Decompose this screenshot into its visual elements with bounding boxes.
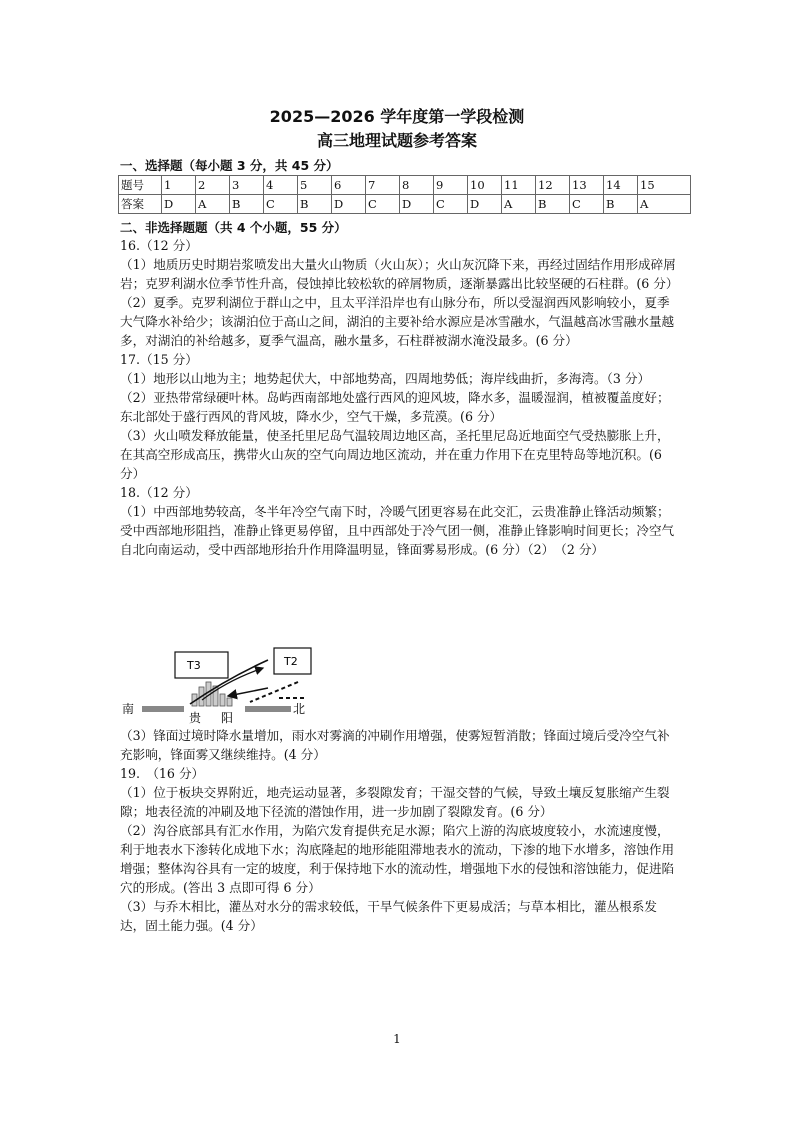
q18-answer-3: （3）锋面过境时降水量增加，雨水对雾滴的冲刷作用增强，使雾短暂消散；锋面过境后受冷空气补充影响，锋面雾又继续维持。(4 分） xyxy=(120,728,670,762)
table-cell: B xyxy=(536,195,570,214)
row-label: 答案 xyxy=(119,195,162,214)
table-cell: D xyxy=(400,195,434,214)
table-cell: 2 xyxy=(196,176,230,195)
table-cell: 13 xyxy=(570,176,604,195)
t2-label: T2 xyxy=(284,655,298,668)
q19-answer-1: （1）位于板块交界附近，地壳运动显著，多裂隙发育；干湿交替的气候，导致土壤反复胀缩产生裂隙；地表径流的冲刷及地下径流的潜蚀作用，进一步加剧了裂隙发育。(6 分） xyxy=(120,785,670,819)
table-cell: C xyxy=(366,195,400,214)
mountain-bar xyxy=(220,694,225,706)
q18-answer-1: （1）中西部地势较高，冬半年冷空气南下时，冷暖气团更容易在此交汇，云贵准静止锋活动频繁；受中西部地形阻挡，准静止锋更易停留，且中西部处于冷气团一侧，准静止锋影响时间更长；冷空气自北向南运动，受中西部地形抬升作用降温明显，锋面雾易形成。(6 分）（2） （2 分） xyxy=(120,504,675,557)
q18-heading: 18.（12 分） xyxy=(120,485,198,500)
table-cell: A xyxy=(638,195,691,214)
table-cell: C xyxy=(264,195,298,214)
ground-bar-north xyxy=(245,706,291,712)
cold-air-arrow xyxy=(228,688,268,696)
table-cell: 3 xyxy=(230,176,264,195)
answer-table xyxy=(118,175,691,214)
answer-row xyxy=(119,195,691,214)
south-label: 南 xyxy=(122,702,135,716)
q16-answer-1: （1）地质历史时期岩浆喷发出大量火山物质（火山灰）；火山灰沉降下来，再经过固结作用形成碎屑岩；克罗利湖水位季节性升高，侵蚀掉比较松软的碎屑物质，逐渐暴露出比较坚硬的石柱群。(6 分） xyxy=(120,257,679,291)
table-cell: 9 xyxy=(434,176,468,195)
q19-heading: 19. （16 分） xyxy=(120,766,205,781)
table-cell: D xyxy=(162,195,196,214)
guiyang-label-gui: 贵 xyxy=(189,711,202,724)
table-cell: A xyxy=(196,195,230,214)
section2-heading: 二、非选择题题（共 4 个小题，55 分） xyxy=(120,220,347,235)
q17-answer-1: （1）地形以山地为主；地势起伏大，中部地势高，四周地势低；海岸线曲折，多海湾。（3 分） xyxy=(120,371,651,386)
north-label: 北 xyxy=(293,702,306,716)
table-cell: 6 xyxy=(332,176,366,195)
page-title: 2025—2026 学年度第一学段检测 xyxy=(269,107,525,126)
q19-answer-3: （3）与乔木相比，灌丛对水分的需求较低，干旱气候条件下更易成活；与草本相比，灌丛根系发达，固土能力强。(4 分） xyxy=(120,899,657,933)
table-cell: 7 xyxy=(366,176,400,195)
table-cell: 14 xyxy=(604,176,638,195)
table-cell: B xyxy=(604,195,638,214)
table-cell: B xyxy=(230,195,264,214)
q19-answer-2: （2）沟谷底部具有汇水作用，为陷穴发育提供充足水源；陷穴上游的沟底坡度较小，水流速度慢，利于地表水下渗转化成地下水；沟底隆起的地形能阻滞地表水的流动，下渗的地下水增多，溶蚀作用增强；整体沟谷具有一定的坡度，利于保持地下水的流动性，增强地下水的侵蚀和溶蚀能力，促进陷穴的形成。(答出 3 点即可得 6 分） xyxy=(120,823,675,895)
q16-answer-2: （2）夏季。克罗利湖位于群山之中，且太平洋沿岸也有山脉分布，所以受湿润西风影响较小，夏季大气降水补给少；该湖泊位于高山之间，湖泊的主要补给水源应是冰雪融水，气温越高冰雪融水量越多，对湖泊的补给越多，夏季气温高，融水量多，石柱群被湖水淹没最多。(6 分） xyxy=(120,295,675,348)
table-cell: 5 xyxy=(298,176,332,195)
table-cell: 15 xyxy=(638,176,691,195)
q17-heading: 17.（15 分） xyxy=(120,352,198,367)
q16-heading: 16.（12 分） xyxy=(120,238,198,253)
table-cell: 4 xyxy=(264,176,298,195)
table-cell: D xyxy=(468,195,502,214)
table-cell: C xyxy=(434,195,468,214)
t3-label: T3 xyxy=(187,659,201,672)
front-diagram xyxy=(118,642,318,724)
table-cell: 8 xyxy=(400,176,434,195)
table-cell: B xyxy=(298,195,332,214)
row-label: 题号 xyxy=(119,176,162,195)
answers-part-b xyxy=(120,726,682,935)
ground-bar-south xyxy=(142,706,184,712)
table-cell: D xyxy=(332,195,366,214)
section1-heading: 一、选择题（每小题 3 分，共 45 分） xyxy=(120,158,339,173)
t3-box xyxy=(175,652,228,678)
table-cell: 11 xyxy=(502,176,536,195)
mountain-bar xyxy=(227,698,232,706)
answers-part-a xyxy=(120,236,682,559)
q17-answer-3: （3）火山喷发释放能量，使圣托里尼岛气温较周边地区高，圣托里尼岛近地面空气受热膨胀上升，在其高空形成高压，携带火山灰的空气向周边地区流动，并在重力作用下在克里特岛等地沉积。(6 分） xyxy=(120,428,670,481)
table-cell: 10 xyxy=(468,176,502,195)
table-cell: C xyxy=(570,195,604,214)
table-cell: A xyxy=(502,195,536,214)
guiyang-label-yang: 阳 xyxy=(221,711,234,724)
table-cell: 1 xyxy=(162,176,196,195)
q17-answer-2: （2）亚热带常绿硬叶林。岛屿西南部地处盛行西风的迎风坡，降水多，温暖湿润，植被覆盖度好；东北部处于盛行西风的背风坡，降水少，空气干燥，多荒漠。(6 分） xyxy=(120,390,670,424)
question-number-row xyxy=(119,176,691,195)
page-subtitle: 高三地理试题参考答案 xyxy=(316,131,477,150)
table-cell: 12 xyxy=(536,176,570,195)
cold-air-dashed-arrow xyxy=(250,682,298,702)
page-number: 1 xyxy=(393,1032,401,1046)
